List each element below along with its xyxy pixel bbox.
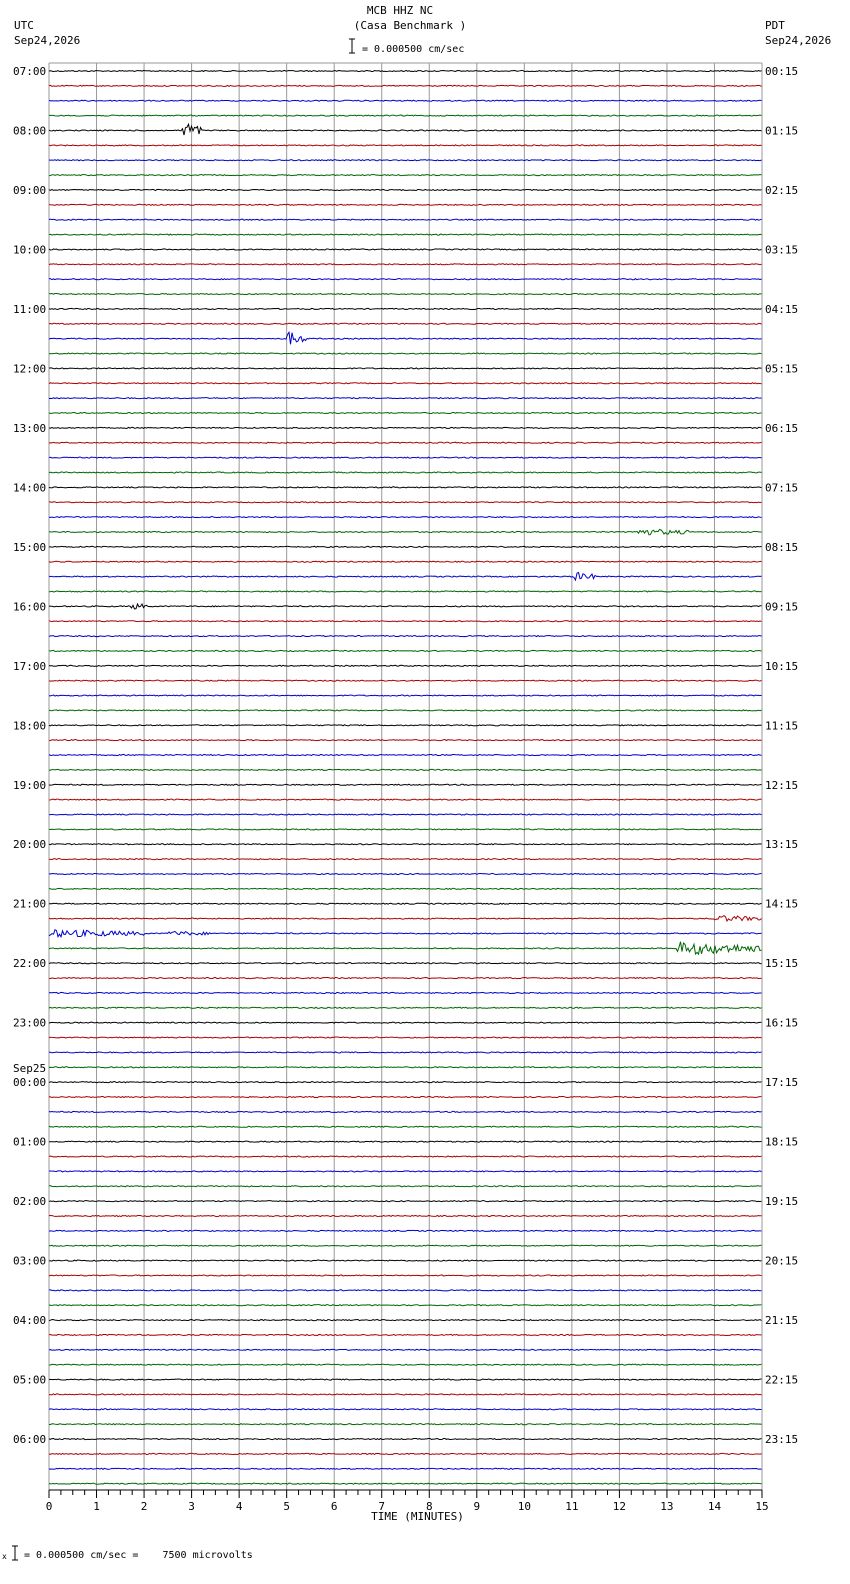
trace-row — [49, 784, 762, 785]
utc-hour-label: 12:00 — [13, 362, 47, 376]
site-subtitle: (Casa Benchmark ) — [353, 19, 467, 32]
trace-row — [49, 1409, 762, 1410]
trace-row — [49, 85, 762, 86]
trace-row — [49, 308, 762, 309]
trace-row — [49, 124, 762, 135]
pdt-hour-label: 20:15 — [765, 1254, 799, 1268]
trace-row — [49, 604, 762, 609]
pdt-hour-label: 09:15 — [765, 600, 799, 614]
trace-row — [49, 472, 762, 473]
trace-row — [49, 1186, 762, 1187]
trace-row — [49, 1424, 762, 1425]
pdt-hour-label: 03:15 — [765, 243, 799, 257]
trace-row — [49, 175, 762, 176]
trace-row — [49, 294, 762, 295]
trace-row — [49, 1022, 762, 1023]
pdt-hour-label: 04:15 — [765, 302, 799, 316]
footer-mark: x — [2, 1552, 7, 1561]
date-change-label: Sep25 — [13, 1062, 47, 1076]
pdt-hour-label: 22:15 — [765, 1373, 799, 1387]
footer-scale-text: = 0.000500 cm/sec = 7500 microvolts — [24, 1550, 253, 1561]
utc-hour-label: 16:00 — [13, 600, 47, 614]
utc-hour-label: 22:00 — [13, 957, 47, 971]
trace-row — [49, 1379, 762, 1380]
utc-hour-label: 03:00 — [13, 1254, 47, 1268]
trace-row — [49, 1305, 762, 1306]
utc-zone-label: UTC — [14, 19, 34, 32]
trace-row — [49, 442, 762, 443]
trace-row — [49, 1052, 762, 1053]
utc-hour-label: 06:00 — [13, 1433, 47, 1447]
tick-label: 7 — [378, 1500, 386, 1513]
trace-row — [49, 963, 762, 964]
pdt-hour-label: 08:15 — [765, 540, 799, 554]
trace-row — [49, 1126, 762, 1127]
pdt-date-label: Sep24,2026 — [765, 34, 832, 47]
trace-row — [49, 1096, 762, 1097]
trace-row — [49, 636, 762, 637]
trace-row — [49, 204, 762, 205]
trace-row — [49, 234, 762, 235]
trace-row — [49, 383, 762, 384]
pdt-hour-label: 18:15 — [765, 1135, 799, 1149]
tick-label: 11 — [565, 1500, 579, 1513]
utc-hour-label: 08:00 — [13, 124, 47, 138]
trace-group — [49, 70, 762, 1484]
trace-row — [49, 1111, 762, 1112]
tick-label: 1 — [93, 1500, 100, 1513]
utc-hour-label: 13:00 — [13, 421, 47, 435]
trace-row — [49, 992, 762, 993]
trace-row — [49, 70, 762, 71]
tick-label: 0 — [45, 1500, 53, 1513]
utc-hour-label: 18:00 — [13, 719, 47, 733]
trace-row — [49, 799, 762, 800]
trace-row — [49, 591, 762, 592]
trace-row — [49, 1141, 762, 1142]
trace-row — [49, 829, 762, 830]
trace-row — [49, 353, 762, 354]
pdt-hour-label: 07:15 — [765, 481, 799, 495]
trace-row — [49, 710, 762, 711]
utc-hour-label: 05:00 — [13, 1373, 47, 1387]
trace-row — [49, 1394, 762, 1395]
tick-label: 3 — [188, 1500, 195, 1513]
trace-row — [49, 1290, 762, 1291]
utc-hour-label: 10:00 — [13, 243, 47, 257]
trace-row — [49, 1334, 762, 1335]
trace-row — [49, 1007, 762, 1008]
station-title: MCB HHZ NC — [366, 4, 434, 17]
trace-row — [49, 1483, 762, 1484]
utc-hour-label: 02:00 — [13, 1195, 47, 1209]
trace-row — [49, 903, 762, 904]
trace-row — [49, 916, 762, 921]
tick-label: 5 — [283, 1500, 290, 1513]
pdt-hour-label: 00:15 — [765, 65, 799, 78]
trace-row — [49, 1082, 762, 1083]
tick-label: 8 — [425, 1500, 433, 1513]
trace-row — [49, 1275, 762, 1276]
trace-row — [49, 1215, 762, 1216]
trace-row — [49, 1171, 762, 1172]
utc-hour-label: 09:00 — [13, 183, 47, 197]
trace-row — [49, 249, 762, 250]
trace-row — [49, 487, 762, 488]
trace-row — [49, 1438, 762, 1439]
utc-hour-label: 15:00 — [13, 540, 47, 554]
utc-hour-label: 01:00 — [13, 1135, 47, 1149]
pdt-hour-label: 12:15 — [765, 778, 799, 792]
trace-row — [49, 873, 762, 874]
utc-hour-label: 17:00 — [13, 659, 47, 673]
trace-row — [49, 279, 762, 280]
trace-row — [49, 650, 762, 651]
trace-row — [49, 942, 762, 954]
trace-row — [49, 1230, 762, 1231]
scale-text: = 0.000500 cm/sec — [362, 44, 465, 55]
utc-hour-label: 00:00 — [13, 1076, 47, 1090]
trace-row — [49, 427, 762, 428]
trace-row — [49, 859, 762, 860]
time-axis — [46, 1490, 769, 1523]
trace-row — [49, 665, 762, 666]
trace-row — [49, 1037, 762, 1038]
trace-row — [49, 1156, 762, 1157]
tick-label: 4 — [235, 1500, 243, 1513]
trace-row — [49, 754, 762, 755]
pdt-hour-label: 16:15 — [765, 1016, 799, 1030]
trace-row — [49, 978, 762, 979]
tick-label: 15 — [755, 1500, 769, 1513]
trace-row — [49, 264, 762, 265]
pdt-hour-label: 14:15 — [765, 897, 799, 911]
utc-hour-label: 11:00 — [13, 302, 47, 316]
utc-hour-label: 21:00 — [13, 897, 47, 911]
pdt-hour-label: 02:15 — [765, 183, 799, 197]
trace-row — [49, 219, 762, 220]
trace-row — [49, 769, 762, 770]
tick-label: 12 — [612, 1500, 627, 1513]
trace-row — [49, 725, 762, 726]
pdt-hour-label: 13:15 — [765, 838, 799, 852]
pdt-zone-label: PDT — [765, 19, 785, 32]
utc-hour-label: 23:00 — [13, 1016, 47, 1030]
pdt-hour-label: 21:15 — [765, 1314, 799, 1328]
tick-label: 6 — [330, 1500, 338, 1513]
trace-row — [49, 814, 762, 815]
trace-row — [49, 323, 762, 324]
trace-row — [49, 332, 762, 344]
pdt-hour-label: 11:15 — [765, 719, 799, 733]
trace-row — [49, 680, 762, 681]
trace-row — [49, 572, 762, 580]
utc-hour-label: 19:00 — [13, 778, 47, 792]
trace-row — [49, 1349, 762, 1350]
trace-row — [49, 1320, 762, 1321]
utc-hour-label: 07:00 — [13, 65, 47, 78]
trace-row — [49, 502, 762, 503]
pdt-hour-label: 19:15 — [765, 1195, 799, 1209]
tick-label: 14 — [707, 1500, 722, 1513]
trace-row — [49, 412, 762, 413]
trace-row — [49, 740, 762, 741]
pdt-hour-label: 23:15 — [765, 1433, 799, 1447]
trace-row — [49, 561, 762, 562]
tick-label: 9 — [473, 1500, 481, 1513]
trace-row — [49, 1260, 762, 1261]
trace-row — [49, 1067, 762, 1068]
footer-scale-bar-icon — [12, 1546, 18, 1560]
pdt-hour-label: 15:15 — [765, 957, 799, 971]
tick-label: 10 — [517, 1500, 531, 1513]
trace-row — [49, 844, 762, 845]
pdt-hour-label: 10:15 — [765, 659, 799, 673]
utc-hour-label: 04:00 — [13, 1314, 47, 1328]
trace-row — [49, 1453, 762, 1454]
utc-date-label: Sep24,2026 — [14, 34, 81, 47]
trace-row — [49, 888, 762, 889]
trace-row — [49, 517, 762, 518]
tick-label: 13 — [660, 1500, 674, 1513]
trace-row — [49, 115, 762, 116]
trace-row — [49, 145, 762, 146]
trace-row — [49, 100, 762, 101]
trace-row — [49, 160, 762, 161]
pdt-hour-label: 17:15 — [765, 1076, 799, 1090]
trace-row — [49, 368, 762, 369]
trace-row — [49, 1201, 762, 1202]
trace-row — [49, 1245, 762, 1246]
trace-row — [49, 530, 762, 535]
pdt-hour-label: 06:15 — [765, 421, 799, 435]
utc-hour-label: 14:00 — [13, 481, 47, 495]
trace-row — [49, 1364, 762, 1365]
tick-label: 2 — [140, 1500, 148, 1513]
trace-row — [49, 189, 762, 190]
pdt-hour-label: 05:15 — [765, 362, 799, 376]
trace-row — [49, 695, 762, 696]
trace-row — [49, 546, 762, 547]
x-axis-title: TIME (MINUTES) — [371, 1510, 464, 1523]
scale-bar-icon — [349, 39, 355, 53]
trace-row — [49, 930, 762, 937]
utc-hour-label: 20:00 — [13, 838, 47, 852]
trace-row — [49, 621, 762, 622]
trace-row — [49, 1468, 762, 1469]
trace-row — [49, 457, 762, 458]
trace-row — [49, 398, 762, 399]
pdt-hour-label: 01:15 — [765, 124, 799, 138]
